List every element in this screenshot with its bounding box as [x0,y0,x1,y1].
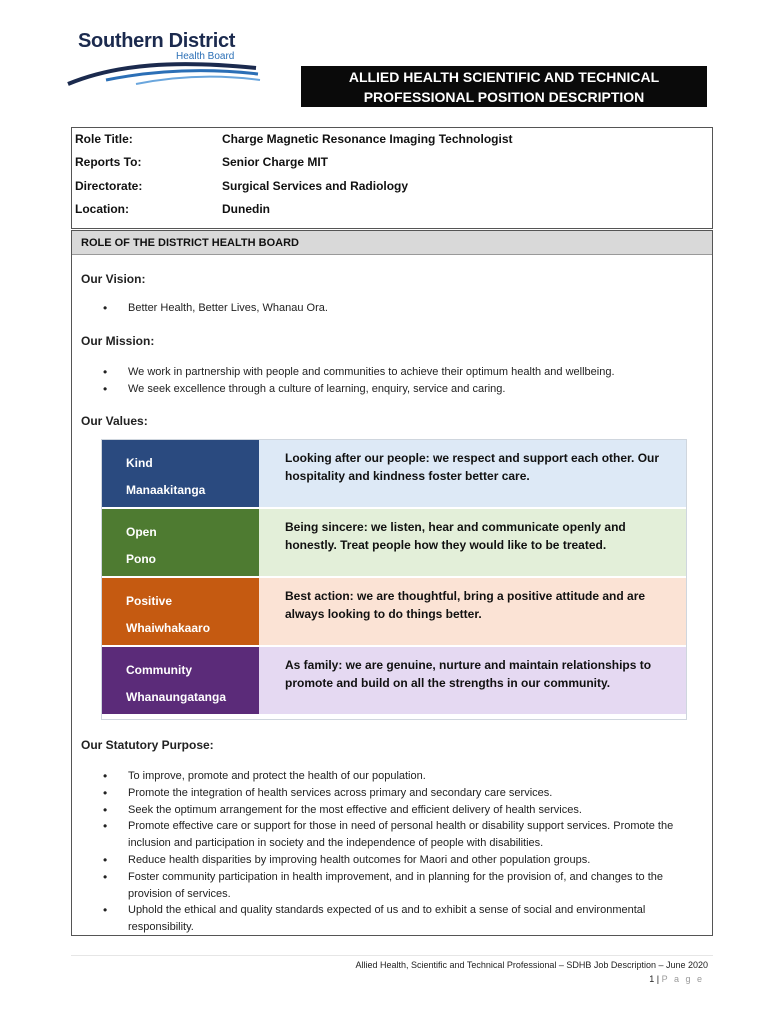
list-item: • Reduce health disparities by improving health outcomes for Maori and other population groups. [98,852,688,869]
wave-icon [66,58,262,88]
info-value: Surgical Services and Radiology [222,179,409,193]
value-maori-name: Pono [126,552,156,566]
info-label: Reports To: [75,155,142,169]
value-name-cell [102,647,259,715]
role-info-box [71,127,713,229]
list-item: • Foster community participation in health improvement, and in planning for the provision of, and changes to the provision of services. [98,869,688,903]
value-name: Positive [126,594,173,608]
banner-line-1: ALLIED HEALTH SCIENTIFIC AND TECHNICAL [348,68,660,85]
page-label: P a g e [661,974,704,984]
value-row-positive [102,578,686,646]
value-description: Being sincere: we listen, hear and communicate openly and honestly. Treat people how they would like to be treated. [259,509,686,577]
logo [66,30,262,88]
list-item: • We seek excellence through a culture of learning, enquiry, service and caring. [98,381,688,398]
values-table [102,440,686,719]
logo-subname: Health Board [176,51,235,62]
page-separator: | [656,974,662,984]
info-value: Dunedin [222,202,270,216]
list-item: • Seek the optimum arrangement for the most effective and efficient delivery of health services. [98,802,688,819]
value-maori-name: Whanaungatanga [126,690,227,704]
value-name: Kind [126,456,153,470]
info-value: Charge Magnetic Resonance Imaging Technologist [222,132,513,146]
info-label: Directorate: [75,179,143,193]
value-description: As family: we are genuine, nurture and maintain relationships to promote and build on all the strengths in our community. [259,647,686,715]
info-label: Role Title: [75,132,133,146]
list-item: • Promote effective care or support for those in need of personal health or disability support services. Promote the inclusion and participation in society and the independence of people with disabilities. [98,818,688,852]
value-maori-name: Whaiwhakaaro [126,621,211,635]
page-number [649,974,704,984]
footer-divider [71,955,713,956]
list-item: • Uphold the ethical and quality standards expected of us and to exhibit a sense of social and environmental responsibility. [98,902,688,936]
value-maori-name: Manaakitanga [126,483,206,497]
info-value: Senior Charge MIT [222,155,329,169]
role-of-dhb-section [71,230,713,936]
value-row-kind [102,440,686,508]
value-description: Looking after our people: we respect and support each other. Our hospitality and kindness foster better care. [259,440,686,508]
statutory-list [98,768,688,936]
list-item: • We work in partnership with people and communities to achieve their optimum health and wellbeing. [98,364,688,381]
mission-heading: Our Mission: [81,334,155,348]
value-name-cell [102,509,259,577]
value-name-cell [102,440,259,508]
mission-list [98,364,688,398]
list-item: • To improve, promote and protect the health of our population. [98,768,688,785]
page-number-value: 1 [649,974,655,984]
value-name-cell [102,578,259,646]
logo-name: Southern District [78,30,236,52]
value-row-community [102,647,686,715]
list-item: • Better Health, Better Lives, Whanau Ora. [98,300,688,317]
statutory-heading: Our Statutory Purpose: [81,738,214,752]
value-name: Open [126,525,157,539]
value-description: Best action: we are thoughtful, bring a positive attitude and are always looking to do things better. [259,578,686,646]
info-label: Location: [75,202,129,216]
value-name: Community [126,663,192,677]
section-title: ROLE OF THE DISTRICT HEALTH BOARD [72,231,712,255]
value-row-open [102,509,686,577]
list-item: • Promote the integration of health services across primary and secondary care services. [98,785,688,802]
banner-line-2: PROFESSIONAL POSITION DESCRIPTION [363,88,645,105]
values-heading: Our Values: [81,414,148,428]
footer-text: Allied Health, Scientific and Technical Professional – SDHB Job Description – June 2020 [355,960,708,970]
vision-list [98,300,688,317]
document-title-banner [301,66,707,107]
vision-heading: Our Vision: [81,272,146,286]
